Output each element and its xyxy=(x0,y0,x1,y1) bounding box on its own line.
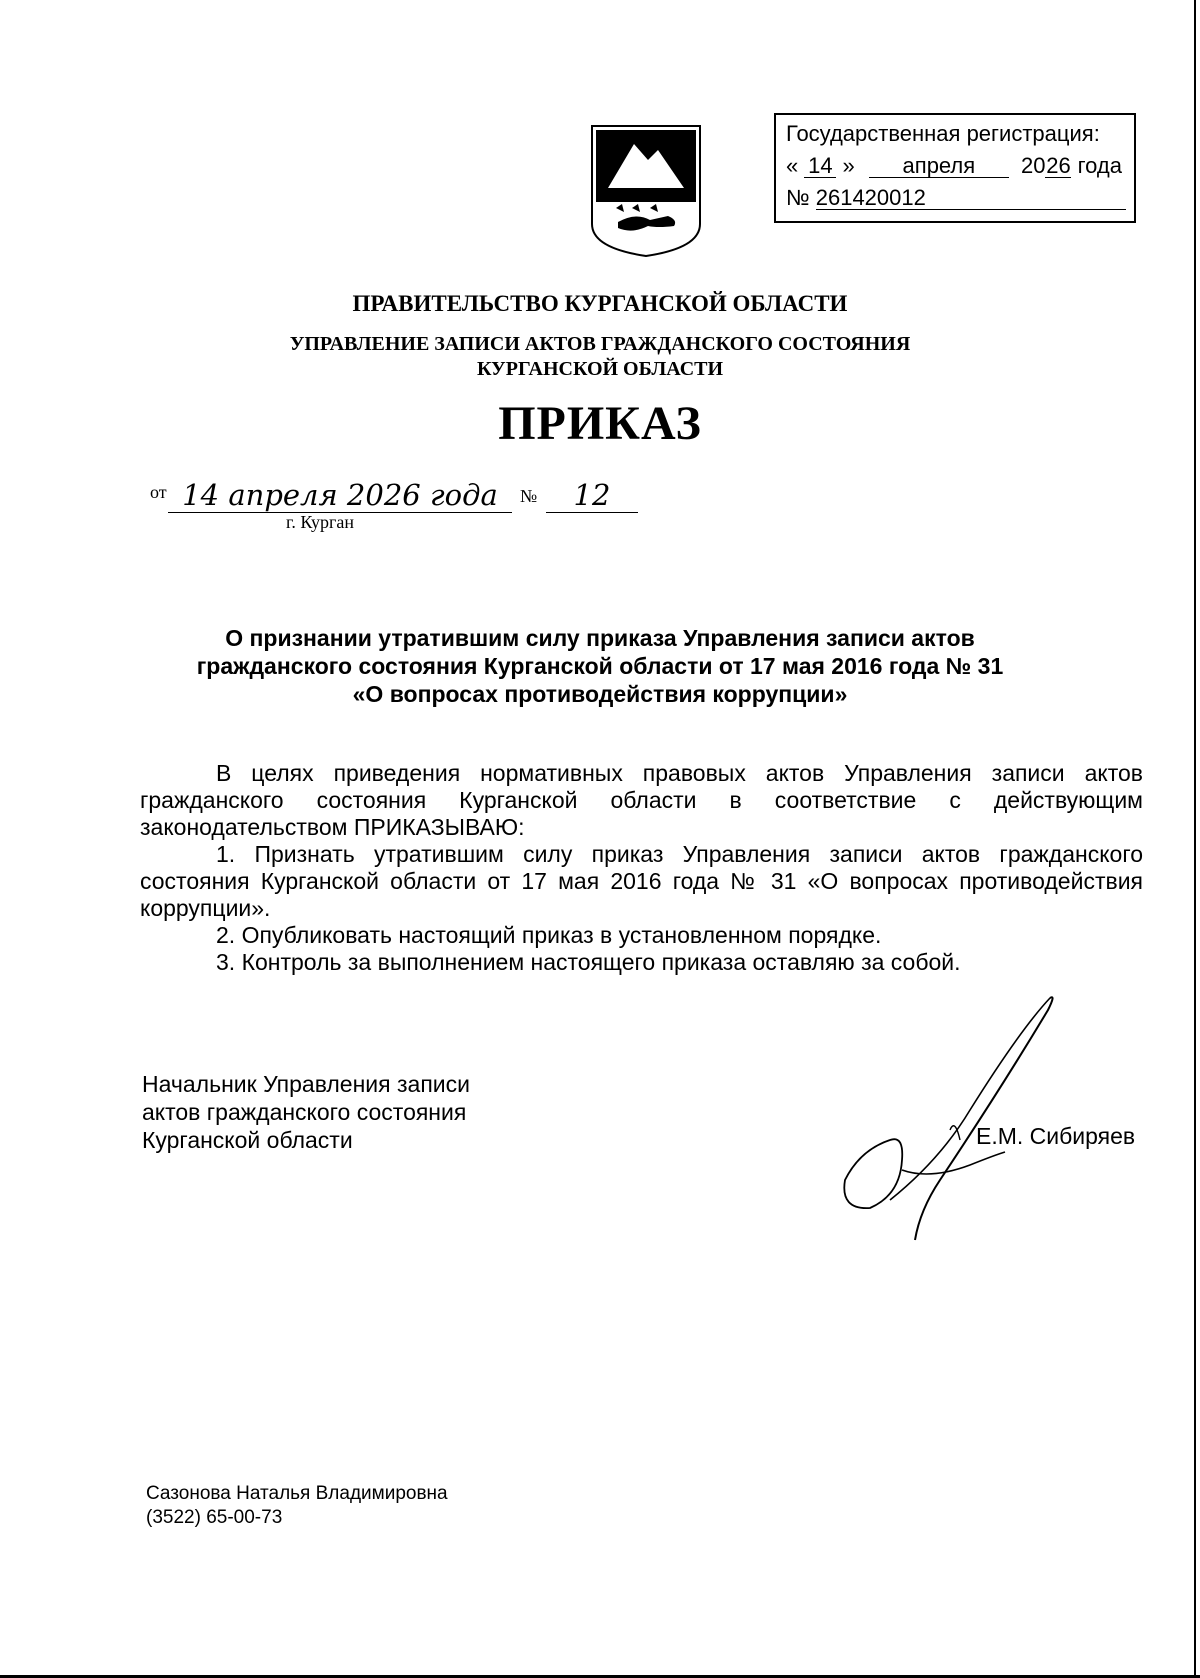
registration-year-suffix: 26 xyxy=(1046,153,1071,178)
order-number: 12 xyxy=(546,478,638,513)
registration-title: Государственная регистрация: xyxy=(786,121,1100,146)
body-item-3: 3. Контроль за выполнением настоящего приказа оставляю за собой. xyxy=(216,949,961,975)
registration-stamp xyxy=(774,113,1136,223)
signer-position-line2: актов гражданского состояния xyxy=(142,1099,467,1125)
registration-number-line xyxy=(786,185,1126,211)
registration-number: 261420012 xyxy=(816,187,1126,210)
signer-position-line1: Начальник Управления записи xyxy=(142,1071,470,1097)
registration-number-label: № xyxy=(786,185,810,210)
order-number-label: № xyxy=(520,486,538,506)
body-item-2: 2. Опубликовать настоящий приказ в установленном порядке. xyxy=(216,922,882,948)
order-body xyxy=(140,760,1143,976)
executor-info xyxy=(146,1482,448,1530)
government-name: ПРАВИТЕЛЬСТВО КУРГАНСКОЙ ОБЛАСТИ xyxy=(352,291,848,316)
department-name-line1: УПРАВЛЕНИЕ ЗАПИСИ АКТОВ ГРАЖДАНСКОГО СОСТОЯНИЯ xyxy=(289,333,911,355)
body-preamble: В целях приведения нормативных правовых актов Управления записи актов гражданского состояния Курганской области в соответствие с действующим законодательством ПРИКАЗЫВАЮ: xyxy=(140,760,1143,840)
subject-line1: О признании утратившим силу приказа Управления записи актов xyxy=(225,625,975,651)
page-border-right xyxy=(1194,0,1196,1678)
registration-year-prefix: 20 xyxy=(1021,153,1046,178)
order-subject xyxy=(140,624,1060,708)
signer-position-line3: Курганской области xyxy=(142,1127,353,1153)
registration-year-word: года xyxy=(1077,153,1122,178)
signer-name: Е.М. Сибиряев xyxy=(976,1123,1136,1149)
subject-line3: «О вопросах противодействия коррупции» xyxy=(352,681,848,707)
body-item-1: 1. Признать утратившим силу приказ Управления записи актов гражданского состояния Курганской области от 17 мая 2016 года № 31 «О вопросах противодействия коррупции». xyxy=(140,841,1143,921)
order-from-label: от xyxy=(150,482,167,502)
handwritten-signature xyxy=(820,990,1070,1250)
department-name-line2: КУРГАНСКОЙ ОБЛАСТИ xyxy=(476,358,724,380)
registration-open-quote: « xyxy=(786,153,799,178)
signer-position xyxy=(142,1070,470,1154)
subject-line2: гражданского состояния Курганской области от 17 мая 2016 года № 31 xyxy=(196,653,1004,679)
registration-month: апреля xyxy=(869,155,1009,178)
order-date: 14 апреля 2026 года xyxy=(168,478,512,513)
registration-day: 14 xyxy=(804,155,836,178)
executor-phone: (3522) 65-00-73 xyxy=(146,1507,283,1528)
registration-date xyxy=(786,153,1122,179)
registration-close-quote: » xyxy=(842,153,855,178)
document-title: ПРИКАЗ xyxy=(498,397,702,450)
order-city: г. Курган xyxy=(286,512,355,532)
coat-of-arms-emblem xyxy=(588,124,704,258)
executor-name: Сазонова Наталья Владимировна xyxy=(146,1483,448,1504)
